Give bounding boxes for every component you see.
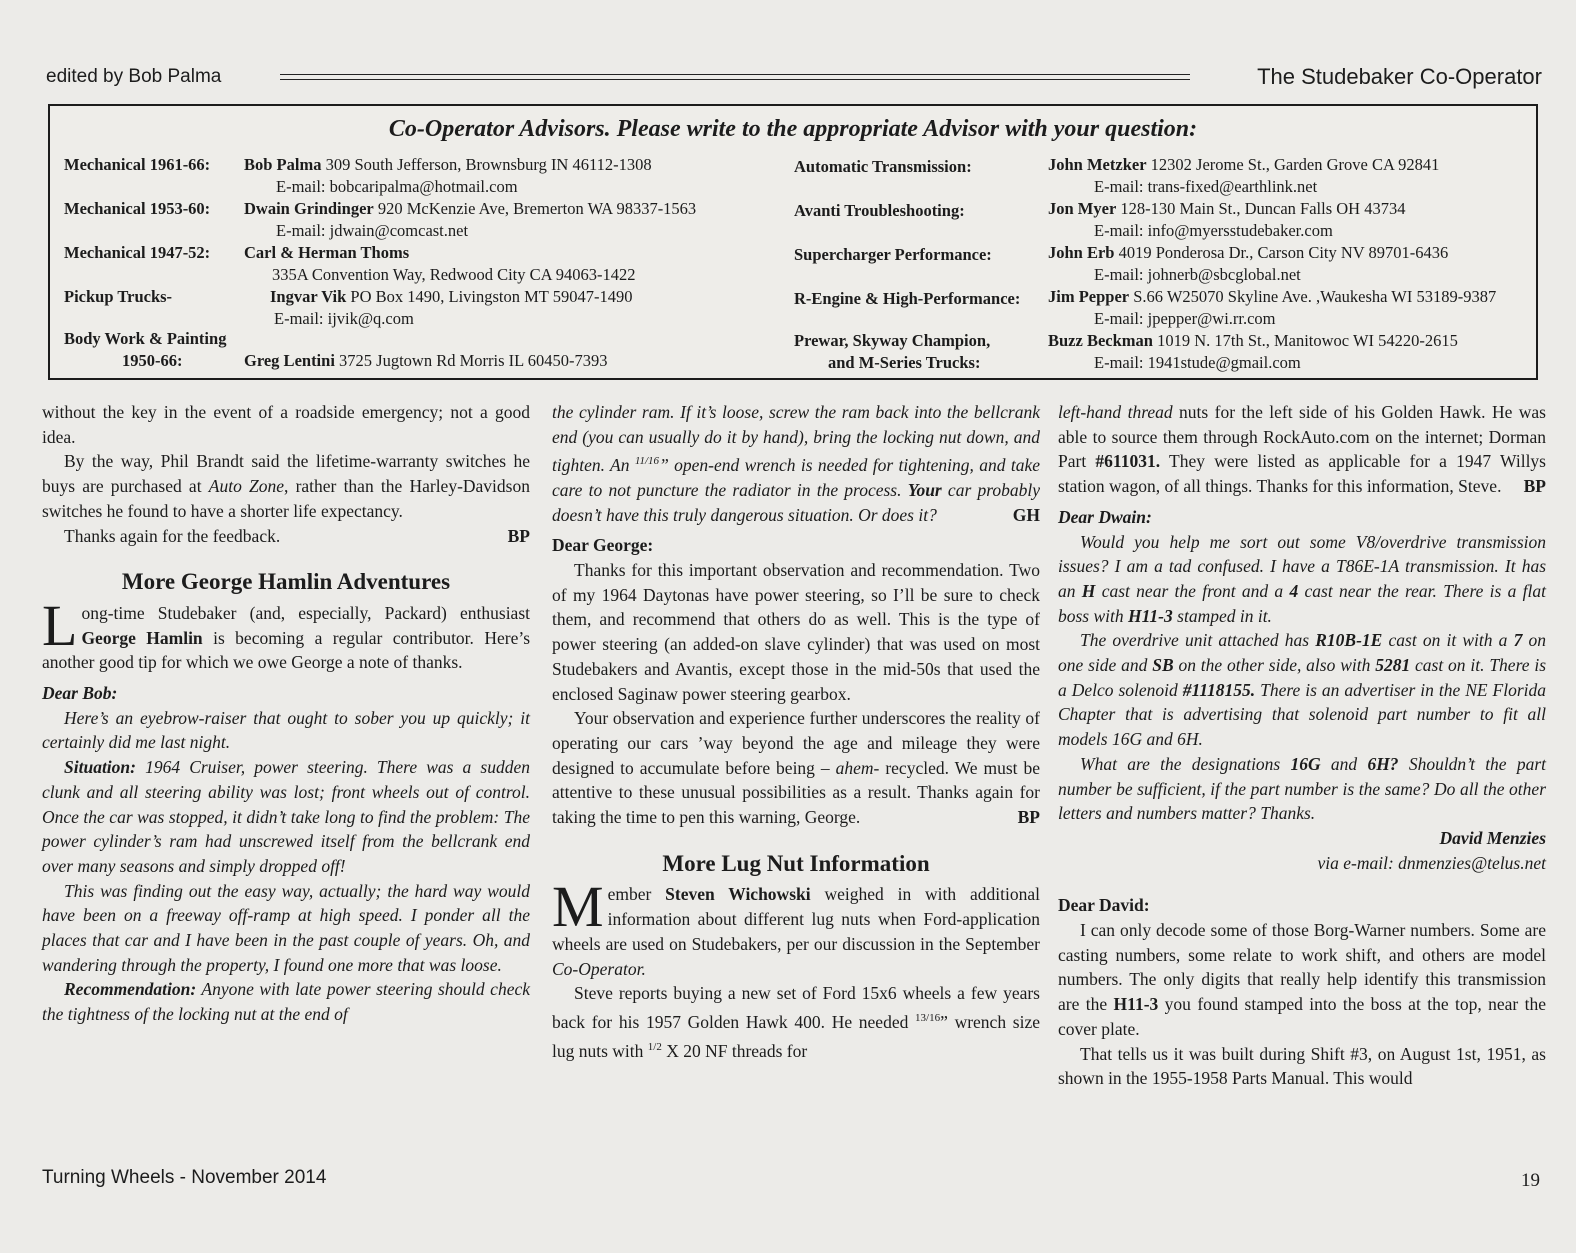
paragraph: Here’s an eyebrow-raiser that ought to sober you up quickly; it certainly did me last night. [42,707,530,753]
advisor-entry [64,242,794,286]
advisor-name: Greg Lentini [244,351,335,370]
paragraph: What are the designations 16G and 6H? Shouldn’t the part number be sufficient, if the part number is the same? Do all the other letters and numbers matter? Thanks. [1058,753,1547,824]
advisor-address: 309 South Jefferson, Brownsburg IN 46112-1308 [325,155,652,174]
advisor-name: John Erb [1048,243,1115,262]
advisor-name: John Metzker [1048,155,1147,174]
salutation: Dear Dwain: [1058,506,1152,527]
advisor-entry [64,154,794,198]
advisor-entry [794,198,1524,242]
paragraph: I can only decode some of those Borg-Warner numbers. Some are casting numbers, some relate to work shift, and others are model numbers. The only digits that really help identify this transmission are the H11-3 you found stamped into the boss at the top, near the cover plate. [1058,920,1547,1039]
signature: GH [1012,504,1040,525]
paragraph: Member Steven Wichowski weighed in with additional information about different lug nuts when Ford-application wheels are used on Studebakers, per our discussion in the September Co-Operator. [552,874,1040,979]
advisor-name: Carl & Herman Thoms [244,243,410,262]
advisor-email: E-mail: trans-fixed@earthlink.net [1094,177,1318,196]
advisor-name: Dwain Grindinger [244,199,374,218]
advisor-entry [794,286,1524,330]
drop-cap: M [552,874,604,940]
advisor-category: Automatic Transmission: [794,157,972,176]
paragraph: the cylinder ram. If it’s loose, screw the ram back into the bellcrank end (you can usually do it by hand), bring the locking nut down, and tighten. An $^{11/16}$” open-end wrench is needed for tightening, and take care to not puncture the radiator in the process. Your car probably doesn’t have this truly dangerous situation. Or does it? GH [552,400,1040,527]
paragraph: Situation: 1964 Cruiser, power steering. There was a sudden clunk and all steering ability was lost; front wheels out of control. Once the car was stopped, it didn’t take long to find the problem: The power cylinder’s ram had unscrewed itself from the bellcrank end over many seasons and simply dropped off! [42,757,530,876]
advisor-email: E-mail: bobcaripalma@hotmail.com [276,177,518,196]
advisor-contact [1048,154,1439,176]
advisor-entry [64,198,794,242]
letter-signature: David Menzies [1439,827,1546,848]
paragraph: Thanks for this important observation and recommendation. Two of my 1964 Daytonas have power steering, so I’ll be sure to check them, and recommend that others do as well. This is the type of power steering (an added-on slave cylinder) that was used on most Studebakers and Avantis, except those in the mid-50s that used the enclosed Saginaw power steering gearbox. [552,560,1040,704]
header-editor: edited by Bob Palma [46,66,222,87]
paragraph: Your observation and experience further underscores the reality of operating our cars ’way beyond the age and mileage they were designed to accumulate before being – ahem- recycled. We must be attentive to these unusual possibilities as a result. Thanks again for taking the time to pen this warning, George. BP [552,706,1040,830]
advisor-category: Supercharger Performance: [794,245,992,264]
advisor-entry [64,328,794,372]
advisors-left-column [64,154,794,372]
advisor-address: PO Box 1490, Livingston MT 59047-1490 [350,287,633,306]
advisor-contact [244,350,607,372]
salutation: Dear George: [552,535,654,556]
advisor-email: E-mail: jdwain@comcast.net [276,221,469,240]
paragraph: without the key in the event of a roadside emergency; not a good idea. [42,402,530,447]
paragraph: Recommendation: Anyone with late power steering should check the tightness of the locking nut at the end of [42,979,530,1025]
advisor-contact [1048,198,1405,220]
paragraph: Would you help me sort out some V8/overdrive transmission issues? I am a tad confused. I have a T86E-1A transmission. It has an H cast near the front and a 4 cast near the rear. There is a flat boss with H11-3 stamped in it. [1058,531,1546,626]
section-heading: More George Hamlin Adventures [121,569,451,595]
page-number: 19 [1521,1170,1540,1191]
advisor-email: E-mail: 1941stude@gmail.com [1094,353,1301,372]
advisor-category-years: 1950-66: [122,351,183,370]
advisor-category-sub: and M-Series Trucks: [828,353,981,372]
advisor-category: Pickup Trucks- [64,287,173,306]
paragraph: By the way, Phil Brandt said the lifetime-warranty switches he buys are purchased at Auto Zone, rather than the Harley-Davidson switches he found to have a shorter life expectancy. [42,451,530,521]
advisor-address: 12302 Jerome St., Garden Grove CA 92841 [1150,155,1440,174]
advisor-address: S.66 W25070 Skyline Ave. ,Waukesha WI 53189-9387 [1133,287,1497,306]
advisor-name: Jim Pepper [1048,287,1130,306]
advisor-entry [794,330,1524,374]
advisor-contact [1048,242,1448,264]
paragraph: This was finding out the easy way, actually; the hard way would have been on a freeway off-ramp at high speed. I ponder all the places that car and I have been in the past couple of years. Oh, and wandering through the property, I found one more that was loose. [42,880,530,975]
advisor-name: Buzz Beckman [1048,331,1153,350]
text-column-1 [42,400,530,1027]
advisor-entry [794,242,1524,286]
drop-cap: L [42,592,78,658]
advisor-address: 4019 Ponderosa Dr., Carson City NV 89701-6436 [1118,243,1449,262]
advisor-contact [1048,286,1496,308]
advisor-category: R-Engine & High-Performance: [794,289,1021,308]
advisor-category: Body Work & Painting [64,329,227,348]
advisor-contact [244,242,409,264]
letter-email: via e-mail: dnmenzies@telus.net [1317,852,1546,873]
signature: BP [1523,476,1546,497]
section-heading: More Lug Nut Information [662,850,930,876]
advisor-address: 335A Convention Way, Redwood City CA 94063-1422 [272,265,636,284]
advisor-email: E-mail: johnerb@sbcglobal.net [1094,265,1301,284]
advisors-box [48,104,1538,380]
paragraph: Steve reports buying a new set of Ford 15x6 wheels a few years back for his 1957 Golden Hawk 400. He needed $^{13/16}$” wrench size lug nuts with $^{1/2}$ X 20 NF threads for [552,983,1040,1061]
advisor-contact [1048,330,1458,352]
paragraph: That tells us it was built during Shift #3, on August 1st, 1951, as shown in the 1955-1958 Parts Manual. This would [1058,1043,1546,1089]
text-column-3 [1058,400,1546,1091]
footer-issue: Turning Wheels - November 2014 [42,1167,327,1188]
header-rule [280,74,1190,80]
signature: BP [1017,807,1040,828]
advisor-name: Bob Palma [244,155,322,174]
salutation: Dear Bob: [42,683,118,704]
advisor-address: 128-130 Main St., Duncan Falls OH 43734 [1120,199,1406,218]
advisor-contact [244,154,652,176]
advisor-email: E-mail: ijvik@q.com [274,309,414,328]
header-publication: The Studebaker Co-Operator [1257,64,1542,89]
advisor-contact [244,198,696,220]
advisor-category: Mechanical 1947-52: [64,243,211,262]
advisor-address: 3725 Jugtown Rd Morris IL 60450-7393 [339,351,608,370]
signature: BP [507,525,530,546]
advisor-contact [270,286,632,308]
advisor-name: Jon Myer [1048,199,1117,218]
advisor-address: 1019 N. 17th St., Manitowoc WI 54220-2615 [1157,331,1458,350]
text-column-2 [552,400,1040,1063]
paragraph: Long-time Studebaker (and, especially, Packard) enthusiast George Hamlin is becoming a regular contributor. Here’s another good tip for which we owe George a note of thanks. [42,592,531,673]
advisor-category: Mechanical 1961-66: [64,155,211,174]
salutation: Dear David: [1058,895,1150,916]
advisors-title: Co-Operator Advisors. Please write to the appropriate Advisor with your question: [388,116,1198,142]
paragraph: Thanks again for the feedback. BP [42,524,530,549]
advisor-category: Avanti Troubleshooting: [794,201,965,220]
advisor-name: Ingvar Vik [270,287,347,306]
advisor-address: 920 McKenzie Ave, Bremerton WA 98337-1563 [377,199,697,218]
paragraph: The overdrive unit attached has R10B-1E cast on it with a 7 on one side and SB on the other side, also with 5281 cast on it. There is a Delco solenoid #1118155. There is an advertiser in the NE Florida Chapter that is advertising that solenoid part number to fit all models 16G and 6H. [1058,630,1547,750]
advisor-category: Mechanical 1953-60: [64,199,211,218]
page-header [46,64,1542,94]
advisor-entry [794,154,1524,198]
advisors-right-column [794,154,1524,374]
advisor-email: E-mail: jpepper@wi.rr.com [1094,309,1276,328]
advisor-category: Prewar, Skyway Champion, [794,331,991,350]
advisor-email: E-mail: info@myersstudebaker.com [1094,221,1333,240]
paragraph: left-hand thread nuts for the left side of his Golden Hawk. He was able to source them through RockAuto.com on the internet; Dorman Part #611031. They were listed as applicable for a 1947 Willys station wagon, of all things. Thanks for this information, Steve. BP [1058,400,1546,499]
advisor-entry [64,286,794,328]
